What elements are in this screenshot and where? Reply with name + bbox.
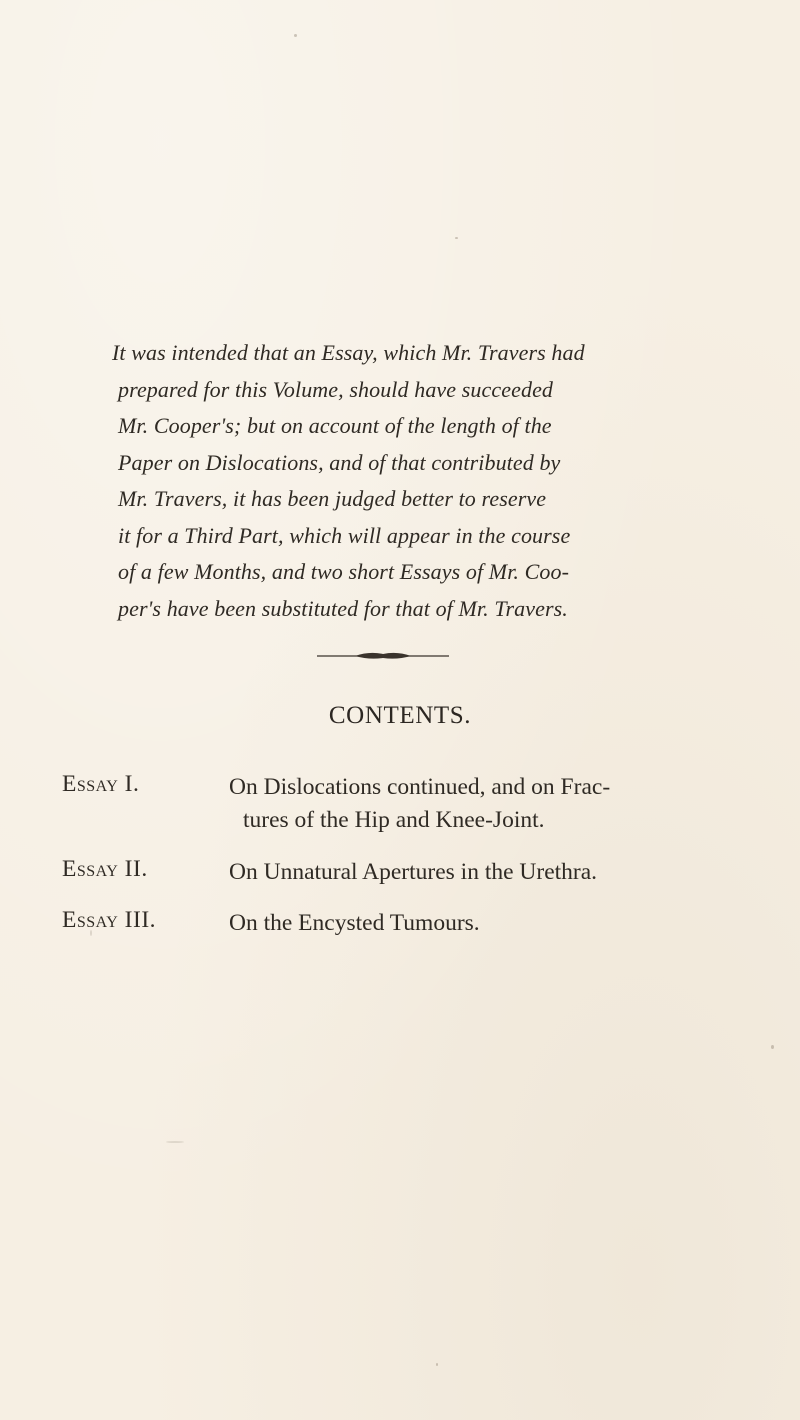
paper-speck (455, 237, 458, 239)
toc-entry-title (229, 771, 749, 837)
toc-entry-line: On Unnatural Apertures in the Urethra. (229, 859, 598, 885)
paper-speck (294, 34, 297, 37)
toc-entry-label: Essay II. (62, 856, 148, 882)
intro-line: Paper on Dislocations, and of that contributed by (118, 449, 561, 475)
intro-line: of a few Months, and two short Essays of Mr. Coo- (118, 559, 570, 584)
intro-line: per's have been substituted for that of Mr. Travers. (118, 595, 568, 621)
toc-entry-line: tures of the Hip and Knee-Joint. (243, 807, 545, 833)
intro-line: It was intended that an Essay, which Mr. Travers had (112, 340, 585, 365)
toc-entry-label: Essay I. (62, 771, 140, 797)
intro-line: Mr. Cooper's; but on account of the length of the (118, 413, 552, 438)
paper-speck (771, 1045, 774, 1049)
toc-entry-title (229, 856, 749, 889)
intro-line: it for a Third Part, which will appear in the course (118, 522, 571, 548)
toc-entry (62, 907, 762, 943)
toc-entry-line: On the Encysted Tumours. (229, 910, 480, 936)
intro-line: Mr. Travers, it has been judged better to reserve (118, 486, 547, 511)
paper-speck (436, 1363, 438, 1366)
toc-entry-title (229, 907, 749, 940)
intro-line: prepared for this Volume, should have succeeded (118, 376, 554, 402)
toc-entry (62, 771, 762, 841)
paper-speck (166, 1141, 184, 1143)
toc-entry-label: Essay III. (62, 907, 157, 933)
toc-entry-line: On Dislocations continued, and on Frac- (229, 774, 611, 800)
contents-heading: CONTENTS. (328, 702, 472, 729)
ornament-divider (317, 651, 449, 661)
toc-entry (62, 856, 762, 892)
intro-paragraph (112, 335, 718, 627)
